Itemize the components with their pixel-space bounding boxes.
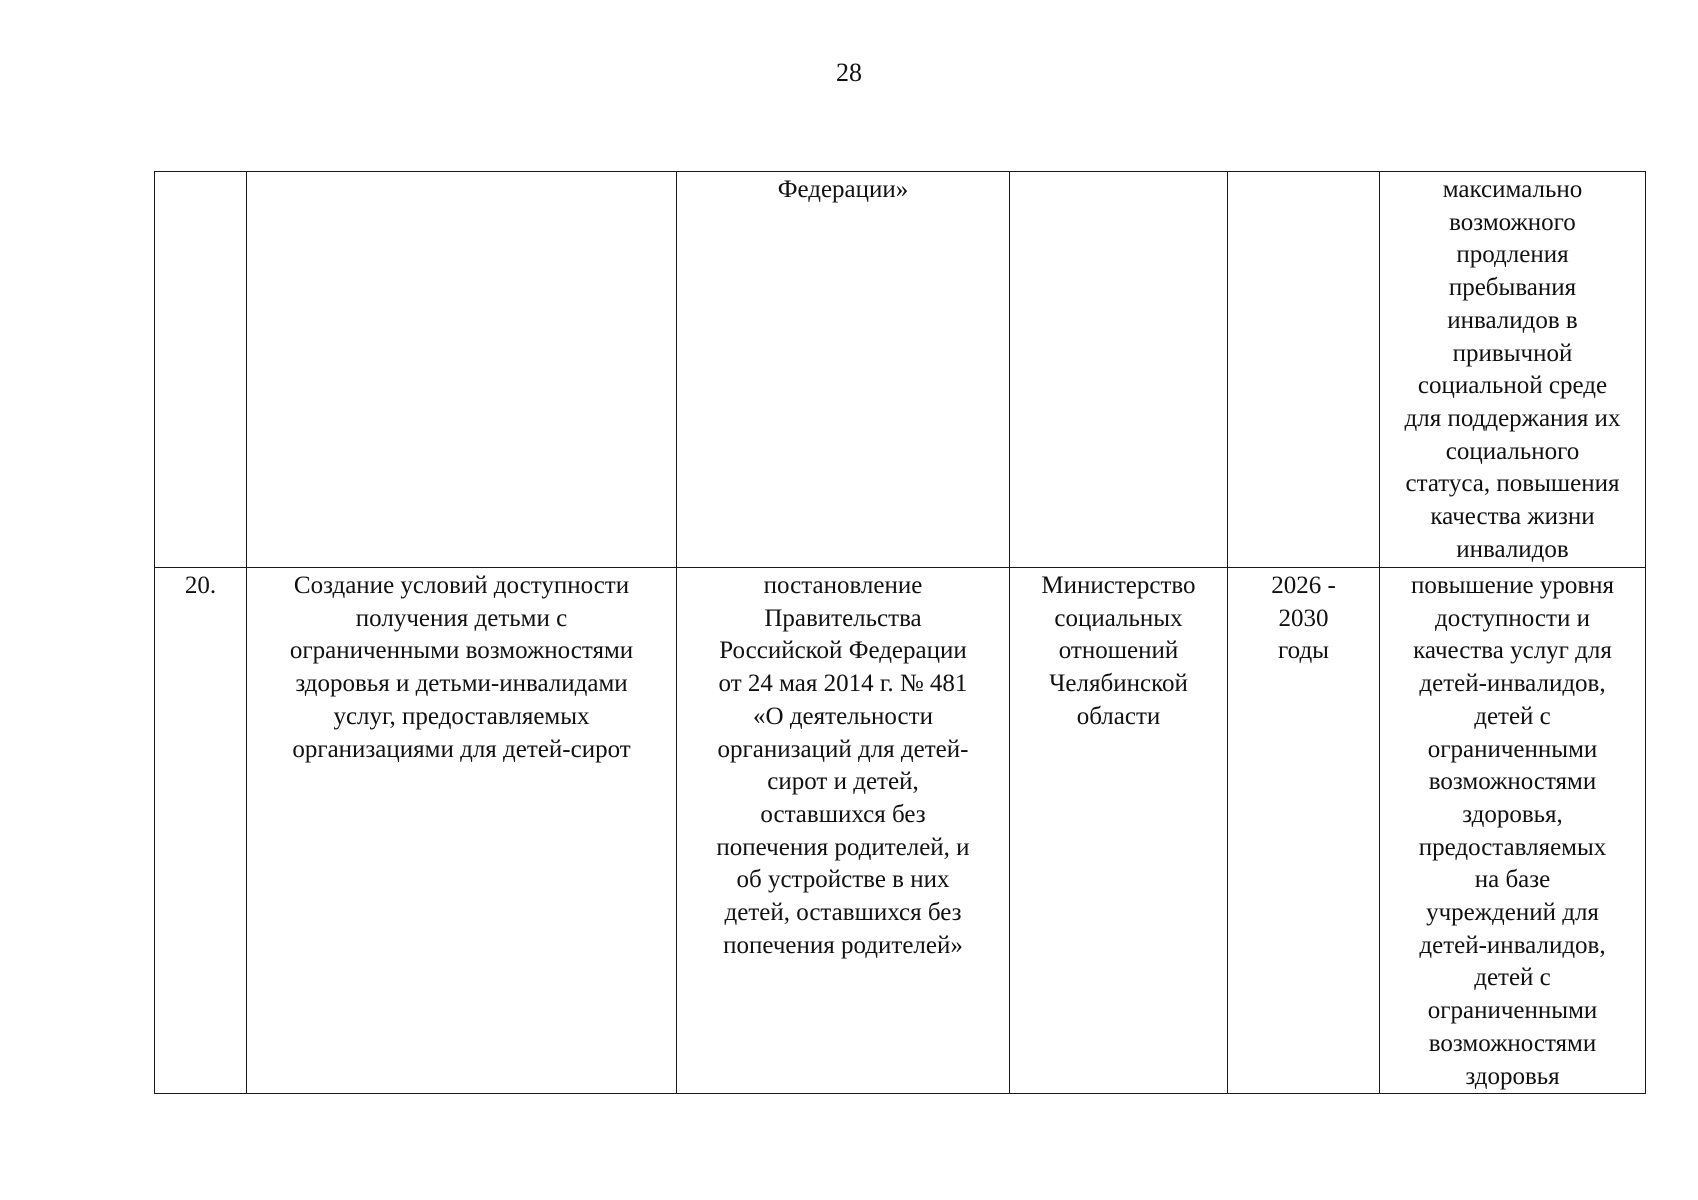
- cell-text-line: от 24 мая 2014 г. № 481: [718, 670, 968, 698]
- cell-text-line: возможностями: [1428, 768, 1597, 796]
- cell-text-line: услуг, предоставляемых: [333, 702, 590, 730]
- cell-text-line: детей-инвалидов,: [1419, 670, 1606, 698]
- cell-text-line: отношений: [1058, 637, 1179, 665]
- cell-text-line: Правительства: [764, 604, 922, 632]
- table-row: [155, 172, 1646, 568]
- cell-text-line: здоровья,: [1462, 800, 1563, 828]
- period-cell: [1228, 568, 1380, 1094]
- cell-text-line: качества услуг для: [1413, 637, 1612, 665]
- cell-text-line: 2026 -: [1271, 572, 1336, 599]
- cell-text-line: области: [1076, 702, 1161, 730]
- cell-text-line: социального: [1445, 437, 1580, 465]
- cell-text-line: статуса, повышения: [1405, 470, 1620, 498]
- result-cell: [1380, 568, 1646, 1094]
- cell-text-line: здоровья: [1465, 1062, 1560, 1090]
- cell-text-line: возможностями: [1428, 1029, 1597, 1057]
- cell-text-line: Министерство: [1041, 572, 1196, 599]
- cell-text-line: «О деятельности: [753, 702, 933, 730]
- legal-basis-cell: [677, 568, 1010, 1094]
- cell-text-line: Российской Федерации: [719, 637, 967, 665]
- legal-basis-cell: [677, 172, 1010, 568]
- cell-text-line: организациями для детей-сирот: [292, 735, 631, 763]
- measures-table: [154, 171, 1646, 1094]
- cell-text-line: детей с: [1474, 702, 1551, 730]
- responsible-cell: [1010, 568, 1228, 1094]
- cell-text-line: социальных: [1054, 604, 1183, 632]
- cell-text-line: попечения родителей, и: [716, 833, 970, 861]
- cell-text-line: Федерации»: [777, 176, 909, 203]
- cell-text-line: ограниченными: [1427, 997, 1598, 1025]
- cell-text-line: 2030: [1278, 604, 1329, 632]
- page-number: 28: [836, 58, 862, 87]
- cell-text-line: ограниченными возможностями: [289, 637, 634, 665]
- cell-text-line: Челябинской: [1049, 670, 1188, 698]
- cell-text-line: детей-инвалидов,: [1419, 931, 1606, 959]
- cell-text-line: ограниченными: [1427, 735, 1598, 763]
- cell-text-line: инвалидов: [1456, 535, 1569, 563]
- table-row: [155, 568, 1646, 1094]
- cell-text-line: постановление: [763, 572, 923, 599]
- cell-text-line: доступности и: [1435, 604, 1590, 632]
- cell-text-line: на базе: [1474, 866, 1551, 894]
- period-cell: [1228, 172, 1380, 568]
- cell-text-line: Создание условий доступности: [293, 572, 630, 599]
- cell-text-line: учреждений для: [1426, 899, 1599, 927]
- measure-cell: [247, 568, 677, 1094]
- cell-text-line: 20.: [184, 572, 217, 599]
- row-number-cell: [155, 172, 247, 568]
- cell-text-line: оставшихся без: [760, 800, 926, 828]
- cell-text-line: возможного: [1449, 208, 1576, 236]
- cell-text-line: социальной среде: [1417, 372, 1608, 400]
- cell-text-line: продления: [1456, 241, 1569, 269]
- cell-text-line: попечения родителей»: [723, 931, 963, 959]
- cell-text-line: привычной: [1452, 339, 1573, 367]
- row-number-cell: [155, 568, 247, 1094]
- cell-text-line: для поддержания их: [1404, 404, 1621, 432]
- cell-text-line: годы: [1278, 637, 1329, 665]
- cell-text-line: детей с: [1474, 964, 1551, 992]
- cell-text-line: здоровья и детьми-инвалидами: [295, 670, 628, 698]
- cell-text-line: пребывания: [1448, 274, 1577, 302]
- cell-text-line: качества жизни: [1430, 503, 1595, 531]
- cell-text-line: об устройстве в них: [736, 866, 950, 894]
- measure-cell: [247, 172, 677, 568]
- responsible-cell: [1010, 172, 1228, 568]
- cell-text-line: получения детьми с: [355, 604, 568, 632]
- cell-text-line: максимально: [1442, 176, 1583, 203]
- cell-text-line: детей, оставшихся без: [724, 899, 962, 927]
- result-cell: [1380, 172, 1646, 568]
- cell-text-line: повышение уровня: [1410, 572, 1615, 599]
- cell-text-line: организаций для детей-: [717, 735, 969, 763]
- cell-text-line: сирот и детей,: [767, 768, 919, 796]
- cell-text-line: инвалидов в: [1447, 306, 1578, 334]
- cell-text-line: предоставляемых: [1418, 833, 1607, 861]
